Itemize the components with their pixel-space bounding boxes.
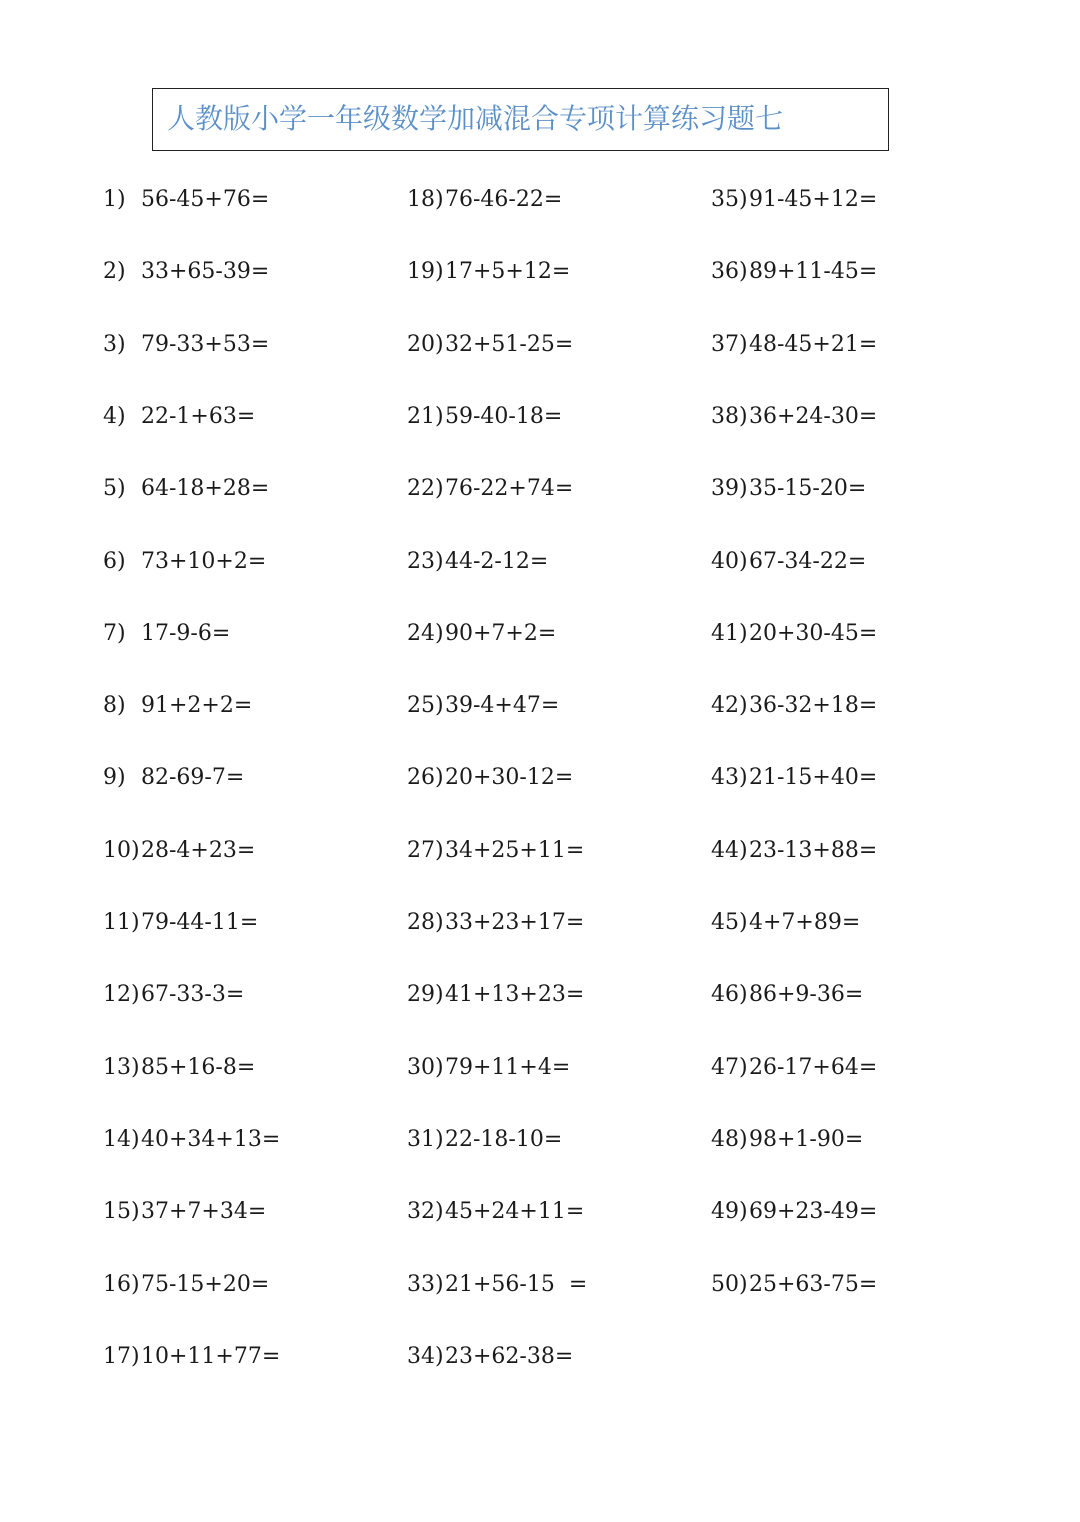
problem-number: 47)	[711, 1054, 748, 1080]
problem-item	[407, 975, 584, 1015]
problem-item	[407, 1192, 584, 1232]
problem-item	[407, 542, 548, 582]
problem-item	[103, 903, 258, 943]
problem-item	[103, 1265, 269, 1305]
problem-item	[407, 758, 573, 798]
problem-item	[711, 542, 866, 582]
problem-expression: 75-15+20=	[141, 1271, 270, 1297]
problem-expression: 20+30-45=	[749, 620, 878, 646]
problem-expression: 67-34-22=	[749, 548, 867, 574]
problem-expression: 59-40-18=	[445, 403, 563, 429]
problem-number: 12)	[103, 982, 140, 1008]
problem-expression: 34+25+11=	[445, 837, 585, 863]
problem-number: 41)	[711, 620, 748, 646]
problem-number: 28)	[407, 910, 444, 935]
problem-expression: 91-45+12=	[749, 187, 878, 212]
problem-expression: 36-32+18=	[749, 693, 878, 719]
problem-number: 19)	[407, 259, 444, 285]
problem-number: 6)	[103, 548, 126, 574]
problem-expression: 91+2+2=	[141, 693, 253, 719]
problem-number: 8)	[103, 693, 126, 719]
problem-item	[103, 397, 255, 437]
problem-expression: 25+63-75=	[749, 1271, 878, 1297]
problem-expression: 73+10+2=	[141, 548, 267, 574]
problem-number: 45)	[711, 910, 748, 935]
problem-expression: 21-15+40=	[749, 765, 878, 791]
problem-number: 18)	[407, 187, 444, 212]
problem-item	[103, 614, 230, 654]
problem-number: 22)	[407, 476, 444, 502]
problem-number: 43)	[711, 765, 748, 791]
problem-expression: 33+65-39=	[141, 259, 270, 285]
problem-item	[103, 1120, 280, 1160]
problem-item	[103, 542, 266, 582]
problem-expression: 56-45+76=	[141, 187, 270, 212]
problem-expression: 45+24+11=	[445, 1199, 585, 1225]
problem-expression: 21+56-15 =	[445, 1271, 588, 1297]
problem-expression: 86+9-36=	[749, 982, 864, 1008]
problem-number: 34)	[407, 1343, 444, 1369]
problem-item	[407, 252, 570, 292]
problem-item	[407, 831, 584, 871]
problem-expression: 36+24-30=	[749, 403, 878, 429]
problem-number: 2)	[103, 259, 126, 285]
problem-expression: 69+23-49=	[749, 1199, 878, 1225]
problem-expression: 79-44-11=	[141, 910, 259, 935]
problem-number: 37)	[711, 331, 748, 357]
problem-item	[407, 1337, 573, 1377]
problem-item	[407, 1120, 562, 1160]
problem-item	[103, 469, 269, 509]
problem-expression: 35-15-20=	[749, 476, 867, 502]
problem-expression: 28-4+23=	[141, 837, 256, 863]
problem-item	[711, 903, 860, 943]
problem-number: 38)	[711, 403, 748, 429]
problem-expression: 89+11-45=	[749, 259, 878, 285]
problem-item	[711, 614, 877, 654]
problem-expression: 10+11+77=	[141, 1343, 281, 1369]
problem-number: 9)	[103, 765, 126, 791]
problem-expression: 22-18-10=	[445, 1126, 563, 1152]
problem-number: 27)	[407, 837, 444, 863]
problem-expression: 64-18+28=	[141, 476, 270, 502]
problem-expression: 98+1-90=	[749, 1126, 864, 1152]
problem-expression: 39-4+47=	[445, 693, 560, 719]
problem-number: 35)	[711, 187, 748, 212]
title-box	[152, 88, 889, 151]
problem-item	[711, 180, 877, 220]
problem-item	[711, 686, 877, 726]
problem-expression: 44-2-12=	[445, 548, 549, 574]
problem-number: 40)	[711, 548, 748, 574]
problem-number: 3)	[103, 331, 126, 357]
problem-expression: 40+34+13=	[141, 1126, 281, 1152]
problem-number: 16)	[103, 1271, 140, 1297]
problem-item	[711, 1192, 877, 1232]
problem-number: 32)	[407, 1199, 444, 1225]
problem-expression: 26-17+64=	[749, 1054, 878, 1080]
problem-number: 20)	[407, 331, 444, 357]
problem-item	[711, 758, 877, 798]
problem-number: 17)	[103, 1343, 140, 1369]
problem-number: 25)	[407, 693, 444, 719]
problem-number: 46)	[711, 982, 748, 1008]
problem-expression: 76-46-22=	[445, 187, 563, 212]
problem-number: 7)	[103, 620, 126, 646]
problem-item	[103, 758, 244, 798]
problem-item	[103, 180, 269, 220]
problem-item	[103, 1192, 266, 1232]
problem-number: 31)	[407, 1126, 444, 1152]
problem-item	[103, 325, 269, 365]
problem-item	[103, 831, 255, 871]
problem-number: 1)	[103, 187, 126, 212]
problem-item	[407, 325, 573, 365]
problem-expression: 17-9-6=	[141, 620, 231, 646]
problem-number: 10)	[103, 837, 140, 863]
problem-item	[711, 1048, 877, 1088]
problem-item	[103, 1048, 255, 1088]
problem-number: 26)	[407, 765, 444, 791]
problem-item	[711, 831, 877, 871]
problem-item	[103, 1337, 280, 1377]
problem-expression: 17+5+12=	[445, 259, 571, 285]
problem-expression: 82-69-7=	[141, 765, 245, 791]
problem-item	[407, 1265, 587, 1305]
problem-number: 13)	[103, 1054, 140, 1080]
problem-number: 48)	[711, 1126, 748, 1152]
problem-number: 50)	[711, 1271, 748, 1297]
problem-expression: 23+62-38=	[445, 1343, 574, 1369]
problem-number: 30)	[407, 1054, 444, 1080]
problem-item	[103, 252, 269, 292]
problem-item	[711, 325, 877, 365]
problem-item	[711, 469, 866, 509]
worksheet-title: 人教版小学一年级数学加减混合专项计算练习题七	[167, 102, 784, 135]
problem-expression: 79+11+4=	[445, 1054, 571, 1080]
problem-item	[711, 252, 877, 292]
problem-item	[407, 614, 556, 654]
problem-number: 49)	[711, 1199, 748, 1225]
problem-number: 23)	[407, 548, 444, 574]
problem-item	[711, 1120, 863, 1160]
problem-number: 21)	[407, 403, 444, 429]
problem-item	[711, 975, 863, 1015]
problem-number: 42)	[711, 693, 748, 719]
problem-expression: 20+30-12=	[445, 765, 574, 791]
problem-number: 33)	[407, 1271, 444, 1297]
problem-expression: 33+23+17=	[445, 910, 585, 935]
problem-expression: 41+13+23=	[445, 982, 585, 1008]
problem-item	[407, 1048, 570, 1088]
problem-number: 15)	[103, 1199, 140, 1225]
problem-number: 44)	[711, 837, 748, 863]
problem-item	[711, 1265, 877, 1305]
problem-expression: 37+7+34=	[141, 1199, 267, 1225]
problem-expression: 90+7+2=	[445, 620, 557, 646]
problem-item	[103, 975, 244, 1015]
problem-number: 39)	[711, 476, 748, 502]
problem-number: 14)	[103, 1126, 140, 1152]
problem-expression: 67-33-3=	[141, 982, 245, 1008]
problem-item	[407, 397, 562, 437]
problem-item	[407, 903, 584, 943]
problem-number: 29)	[407, 982, 444, 1008]
problem-number: 36)	[711, 259, 748, 285]
problem-number: 5)	[103, 476, 126, 502]
problem-expression: 22-1+63=	[141, 403, 256, 429]
problem-item	[407, 469, 573, 509]
problem-expression: 23-13+88=	[749, 837, 878, 863]
problem-item	[407, 686, 559, 726]
problem-expression: 32+51-25=	[445, 331, 574, 357]
problem-expression: 4+7+89=	[749, 910, 861, 935]
problem-expression: 48-45+21=	[749, 331, 878, 357]
problem-number: 24)	[407, 620, 444, 646]
problem-item	[103, 686, 252, 726]
problem-item	[407, 180, 562, 220]
problem-number: 11)	[103, 910, 140, 935]
problem-expression: 85+16-8=	[141, 1054, 256, 1080]
problem-number: 4)	[103, 403, 126, 429]
problem-expression: 79-33+53=	[141, 331, 270, 357]
problem-item	[711, 397, 877, 437]
problem-expression: 76-22+74=	[445, 476, 574, 502]
